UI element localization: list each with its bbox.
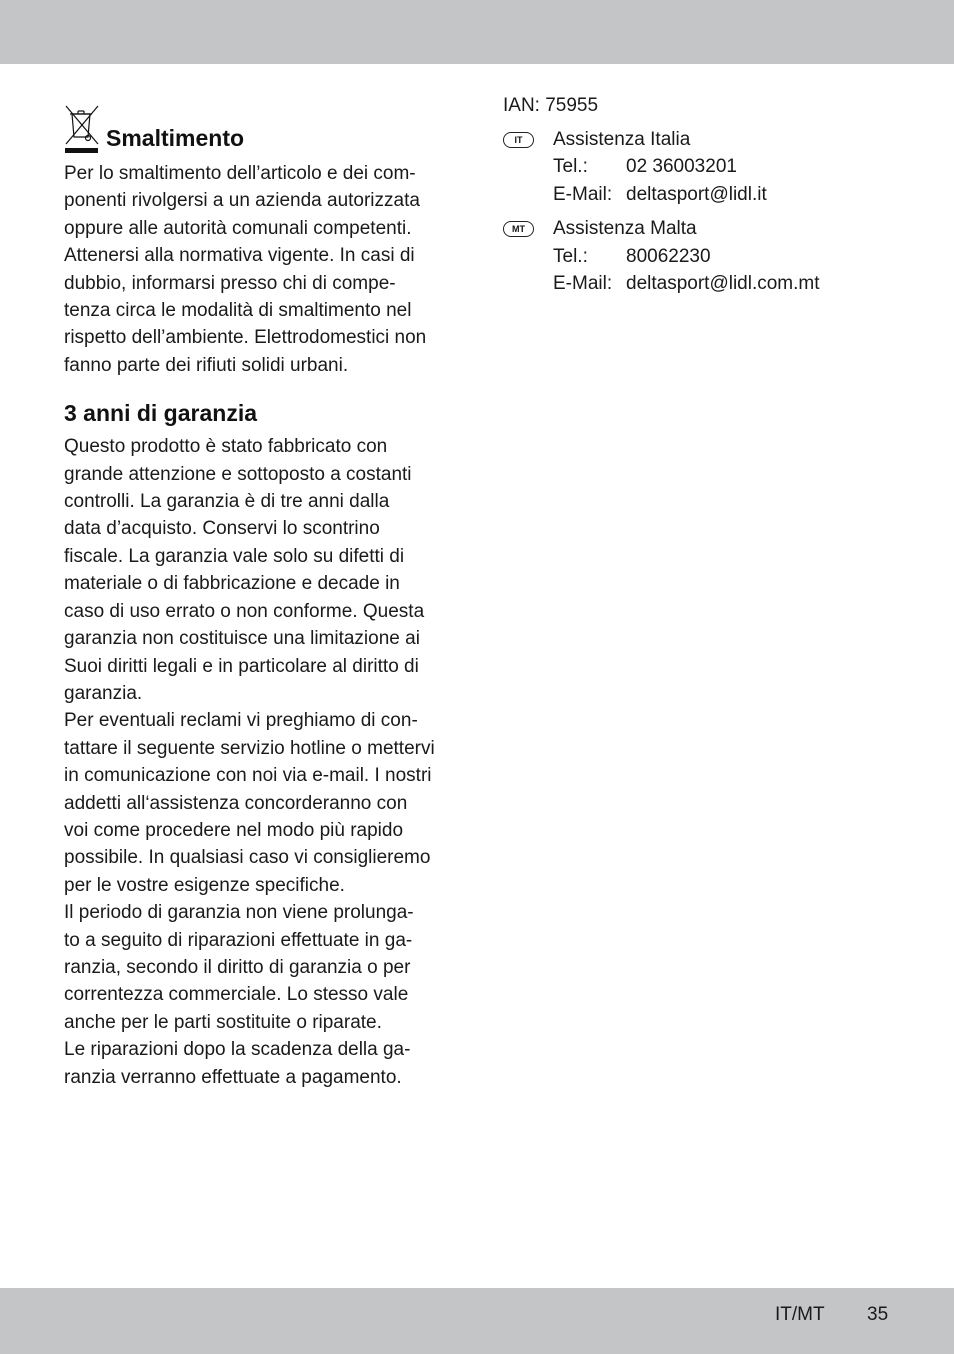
text-line: Questo prodotto è stato fabbricato con — [64, 436, 388, 458]
phone-label: Tel.: — [553, 156, 588, 178]
warranty-text — [64, 433, 456, 1091]
disposal-text — [64, 160, 456, 379]
crossed-out-wheelie-bin-icon — [64, 104, 100, 154]
text-line: tattare il seguente servizio hotline o mettervi — [64, 737, 435, 759]
ian-number: IAN: 75955 — [503, 95, 599, 116]
text-line: materiale o di fabbricazione e decade in — [64, 573, 400, 595]
text-line: data d’acquisto. Conservi lo scontrino — [64, 518, 380, 540]
text-line: anche per le parti sostituite o riparate. — [64, 1011, 382, 1033]
email-label: E-Mail: — [553, 273, 613, 295]
text-line: controlli. La garanzia è di tre anni dalla — [64, 491, 390, 513]
text-line: Le riparazioni dopo la scadenza della ga- — [64, 1039, 411, 1061]
service-contact-malta — [503, 215, 923, 297]
text-line: ranzia verranno effettuate a pagamento. — [64, 1066, 402, 1088]
email-row — [553, 181, 923, 208]
text-line: caso di uso errato o non conforme. Questa — [64, 600, 425, 622]
text-line: per le vostre esigenze specifiche. — [64, 874, 345, 896]
service-contact-italy — [503, 126, 923, 208]
service-name: Assistenza Italia — [553, 129, 691, 150]
text-line: garanzia non costituisce una limitazione ai — [64, 628, 420, 650]
text-line: possibile. In qualsiasi caso vi consiglieremo — [64, 847, 431, 869]
email-row — [553, 270, 923, 297]
email-address: deltasport@lidl.it — [626, 183, 767, 205]
right-column — [503, 92, 923, 297]
text-line: in comunicazione con noi via e-mail. I nostri — [64, 765, 432, 787]
text-line: Per lo smaltimento dell’articolo e dei com- — [64, 163, 416, 184]
phone-number: 02 36003201 — [626, 156, 737, 178]
email-address: deltasport@lidl.com.mt — [626, 273, 820, 295]
text-line: garanzia. — [64, 682, 143, 704]
left-column — [64, 104, 456, 1091]
phone-row — [553, 153, 923, 180]
text-line: Attenersi alla normativa vigente. In casi di — [64, 245, 415, 267]
phone-number: 80062230 — [626, 245, 711, 267]
footer-language-code: IT/MT — [775, 1304, 825, 1325]
email-label: E-Mail: — [553, 183, 613, 205]
text-line: to a seguito di riparazioni effettuate in ga- — [64, 929, 413, 951]
page-number: 35 — [867, 1304, 889, 1325]
disposal-heading-row — [64, 104, 456, 154]
phone-label: Tel.: — [553, 245, 588, 267]
country-badge-icon: MT — [503, 221, 534, 237]
text-line: grande attenzione e sottoposto a costanti — [64, 463, 412, 485]
warranty-title: 3 anni di garanzia — [64, 400, 257, 427]
text-line: fiscale. La garanzia vale solo su difetti di — [64, 545, 405, 567]
text-line: addetti all‘assistenza concorderanno con — [64, 792, 408, 814]
text-line: tenza circa le modalità di smaltimento nel — [64, 300, 412, 322]
text-line: voi come procedere nel modo più rapido — [64, 819, 404, 841]
text-line: fanno parte dei rifiuti solidi urbani. — [64, 354, 349, 376]
text-line: oppure alle autorità comunali competenti. — [64, 217, 412, 239]
country-badge-icon: IT — [503, 132, 534, 148]
text-line: ponenti rivolgersi a un azienda autorizzata — [64, 190, 420, 212]
text-line: dubbio, informarsi presso chi di compe- — [64, 272, 396, 294]
text-line: Per eventuali reclami vi preghiamo di con- — [64, 710, 418, 732]
phone-row — [553, 243, 923, 270]
text-line: Il periodo di garanzia non viene prolunga- — [64, 902, 414, 924]
service-name: Assistenza Malta — [553, 218, 697, 240]
header-band — [0, 0, 954, 64]
text-line: Suoi diritti legali e in particolare al diritto di — [64, 655, 419, 677]
text-line: ranzia, secondo il diritto di garanzia o per — [64, 956, 411, 978]
text-line: correntezza commerciale. Lo stesso vale — [64, 984, 409, 1006]
disposal-title: Smaltimento — [106, 125, 245, 151]
text-line: rispetto dell’ambiente. Elettrodomestici non — [64, 327, 427, 349]
